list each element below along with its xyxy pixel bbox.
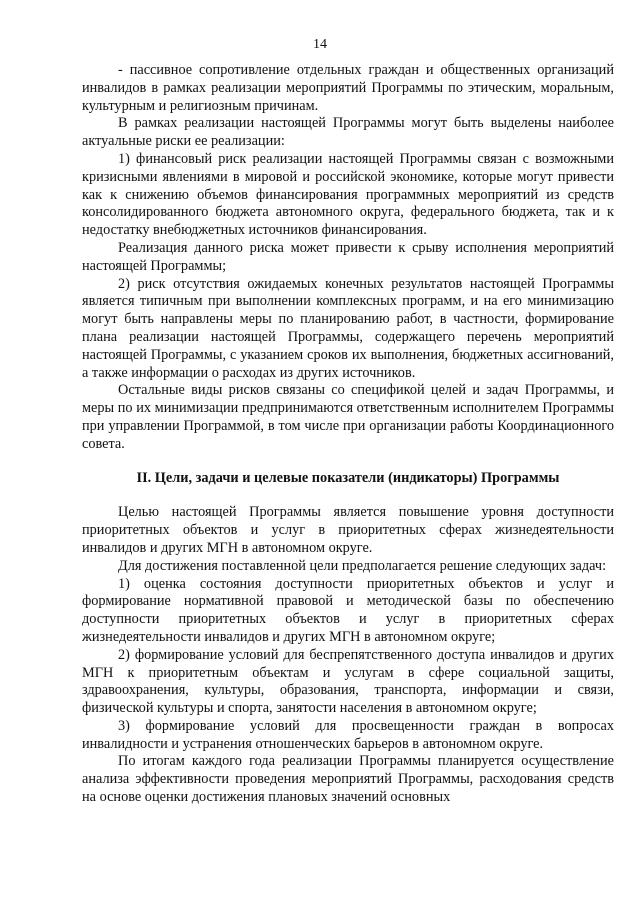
paragraph-annual-analysis: По итогам каждого года реализации Программы планируется осуществление анализа эффективности проведения мероприятий Программы, расходования средств на основе оценки достижения плановых значений основных <box>82 753 614 806</box>
paragraph-passive-resistance: - пассивное сопротивление отдельных граждан и общественных организаций инвалидов в рамках реализации мероприятий Программы по этическим, моральным, культурным и религиозным причинам. <box>82 62 614 114</box>
paragraph-financial-risk: 1) финансовый риск реализации настоящей Программы связан с возможными кризисными явлениями в мировой и российской экономике, которые могут привести как к снижению объемов финансирования программных мероприятий из средств консолидированного бюджета автономного округа, федерального бюджета, так и к недостатку внебюджетных источников финансирования. <box>82 150 614 239</box>
paragraph-task-2: 2) формирование условий для беспрепятственного доступа инвалидов и других МГН к приоритетным объектам и услугам в сфере социальной защиты, здравоохранения, культуры, образования, транспорта, информации и связи, физической культуры и спорта, занятости населения в автономном округе; <box>82 646 614 717</box>
section-heading: II. Цели, задачи и целевые показатели (индикаторы) Программы <box>136 469 560 486</box>
paragraph-results-risk: 2) риск отсутствия ожидаемых конечных результатов настоящей Программы является типичным при выполнении комплексных программ, и на его минимизацию могут быть направлены меры по планированию работ, в частности, формирование плана реализации настоящей Программы, содержащего перечень мероприятий настоящей Программы, с указанием сроков их выполнения, бюджетных ассигнований, а также информации о расходах из других источников. <box>82 275 614 381</box>
document-body <box>82 62 614 807</box>
paragraph-risk-consequence: Реализация данного риска может привести к срыву исполнения мероприятий настоящей Программы; <box>82 239 614 274</box>
paragraph-goal: Целью настоящей Программы является повышение уровня доступности приоритетных объектов и услуг в приоритетных сферах жизнедеятельности инвалидов и других МГН в автономном округе. <box>82 504 614 556</box>
paragraph-task-1: 1) оценка состояния доступности приоритетных объектов и услуг и формирование нормативной правовой и методической базы по обеспечению доступности приоритетных объектов и услуг в приоритетных сферах жизнедеятельности инвалидов и других МГН в автономном округе; <box>82 575 614 645</box>
paragraph-tasks-intro: Для достижения поставленной цели предполагается решение следующих задач: <box>118 557 607 574</box>
paragraph-risks-intro: В рамках реализации настоящей Программы могут быть выделены наиболее актуальные риски ее реализации: <box>82 115 614 150</box>
page-number: 14 <box>313 37 327 52</box>
paragraph-other-risks: Остальные виды рисков связаны со спецификой целей и задач Программы, и меры по их минимизации предпринимаются ответственным исполнителем Программы при управлении Программой, в том числе при организации работы Координационного совета. <box>82 382 614 452</box>
paragraph-task-3: 3) формирование условий для просвещенности граждан в вопросах инвалидности и устранения отношенческих барьеров в автономном округе. <box>82 717 614 752</box>
